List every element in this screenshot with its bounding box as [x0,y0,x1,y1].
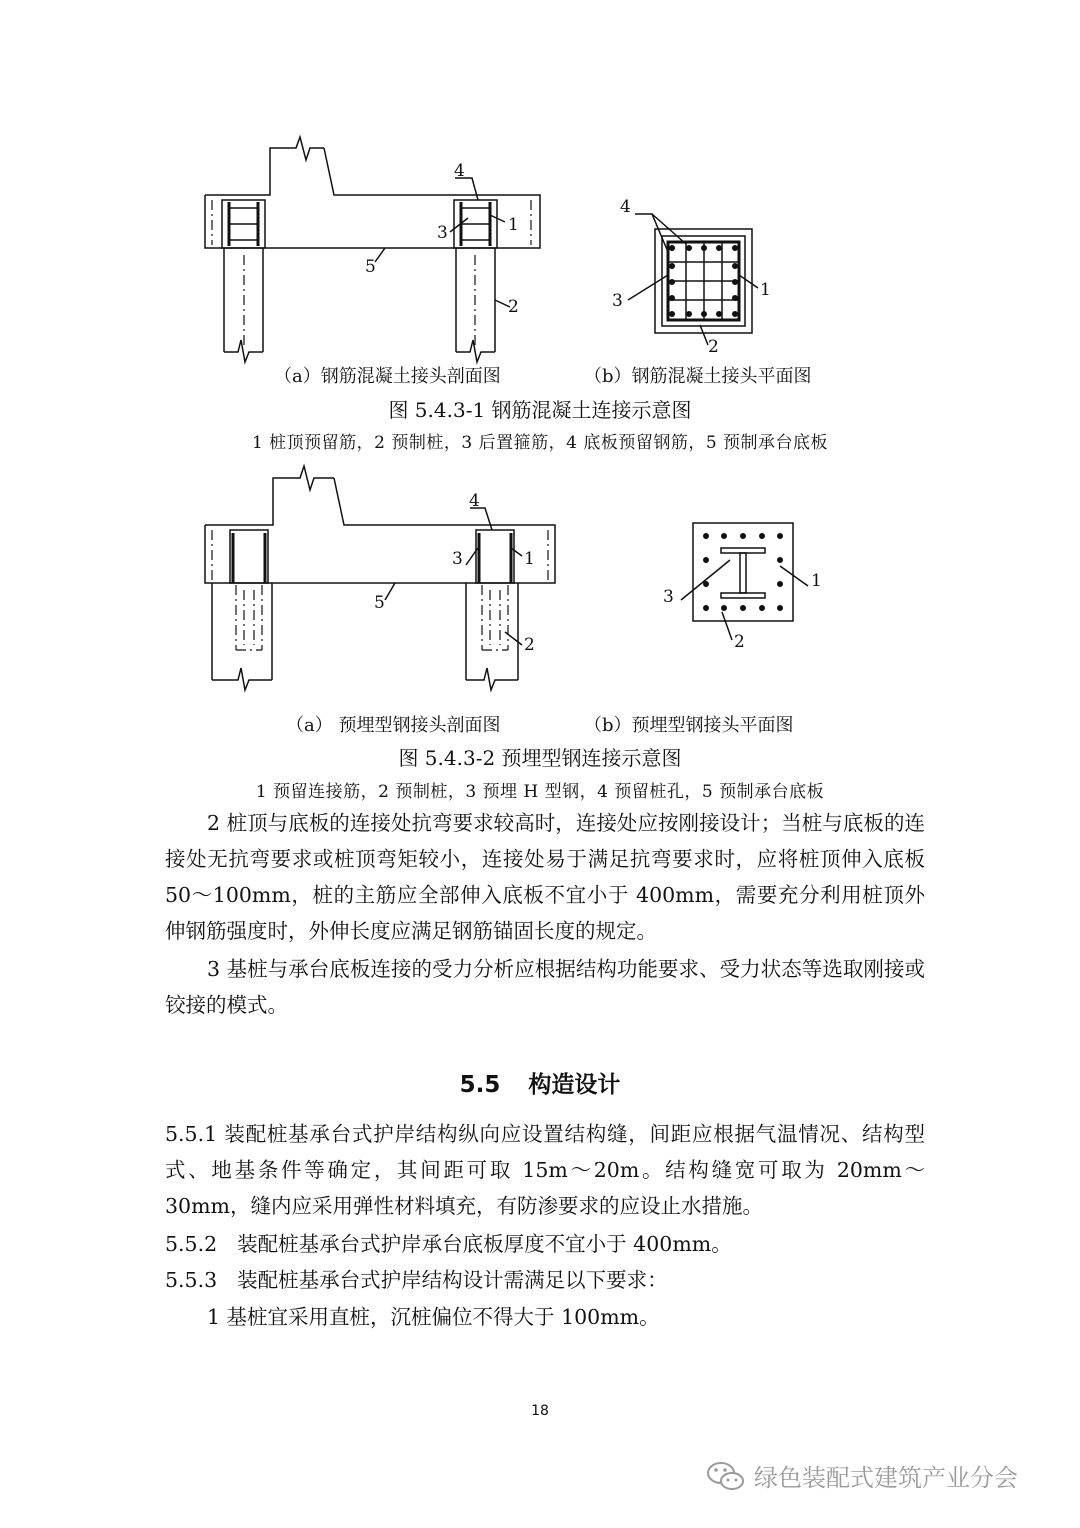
fig1-legend: 1 桩顶预留筋，2 预制桩，3 后置箍筋，4 底板预留钢筋，5 预制承台底板 [251,433,829,453]
fig2a-label-4: 4 [469,491,480,511]
clause-5-5-1: 5.5.1 装配桩基承台式护岸结构纵向应设置结构缝，间距应根据气温情况、结构型式、地基条件等确定，其间距可取 15m～20m。结构缝宽可取为 20mm～30mm，缝内应采用弹性材料填充，有防渗要求的应设止水措施。 [165,1122,925,1218]
section-heading [0,1066,1080,1099]
paragraph-2: 2 桩顶与底板的连接处抗弯要求较高时，连接处应按刚接设计；当桩与底板的连接处无抗弯要求或桩顶弯矩较小，连接处易于满足抗弯要求时，应将桩顶伸入底板 50～100mm，桩的主筋应全部伸入底板不宜小于 400mm，需要充分利用桩顶外伸钢筋强度时，外伸长度应满足钢筋锚固长度的规定。 [165,811,925,943]
fig2-subcaption-b: （b）预埋型钢接头平面图 [584,715,794,736]
clause-5-5-3 [165,1263,668,1293]
fig1b-label-2: 2 [708,337,719,357]
fig2a-label-1: 1 [524,549,535,569]
fig1a-label-5: 5 [365,257,376,277]
fig2-legend: 1 预留连接筋，2 预制桩，3 预埋 H 型钢，4 预留桩孔，5 预制承台底板 [255,782,825,802]
fig1b-label-3: 3 [612,291,623,311]
wechat-icon [706,1459,746,1493]
fig2b-label-1: 1 [811,571,822,591]
watermark-text: 绿色装配式建筑产业分会 [754,1464,1018,1492]
fig1-subcaption-b: （b）钢筋混凝土接头平面图 [584,366,812,387]
page-number: 18 [531,1403,549,1419]
fig1a-label-4: 4 [454,161,465,181]
fig1b-label-4: 4 [620,197,631,217]
fig2a-label-5: 5 [374,593,385,613]
fig1a-label-1: 1 [508,215,519,235]
fig2b-label-3: 3 [663,587,674,607]
fig2a-section-drawing [205,466,555,690]
fig1-caption: 图 5.4.3-1 钢筋混凝土连接示意图 [388,398,692,422]
fig1b-plan-drawing [612,197,771,357]
section-number: 5.5 [459,1072,501,1098]
fig2a-label-3: 3 [452,549,463,569]
fig2-caption: 图 5.4.3-2 预埋型钢连接示意图 [398,746,682,770]
clause-5-5-3-item-1: 1 基桩宜采用直桩，沉桩偏位不得大于 100mm。 [207,1305,660,1329]
fig1-subcaption-a: （a）钢筋混凝土接头剖面图 [274,366,501,387]
fig1a-label-2: 2 [508,297,519,317]
fig2b-plan-drawing [663,523,822,652]
fig2-subcaption-a: （a） 预埋型钢接头剖面图 [286,715,501,736]
clause-5-5-3-number: 5.5.3 [165,1268,218,1292]
fig1a-section-drawing [205,137,540,362]
section-title: 构造设计 [528,1072,621,1098]
clause-5-5-3-text: 装配桩基承台式护岸结构设计需满足以下要求： [237,1268,668,1292]
watermark [706,1458,1018,1493]
clause-5-5-2 [165,1227,732,1257]
clause-5-5-2-number: 5.5.2 [165,1232,218,1256]
fig1b-label-1: 1 [760,280,771,300]
clause-5-5-2-text: 装配桩基承台式护岸承台底板厚度不宜小于 400mm。 [237,1232,732,1256]
paragraph-3: 3 基桩与承台底板连接的受力分析应根据结构功能要求、受力状态等选取刚接或铰接的模式。 [165,957,925,1017]
fig1a-label-3: 3 [437,223,448,243]
fig2b-label-2: 2 [734,632,745,652]
fig2a-label-2: 2 [524,635,535,655]
